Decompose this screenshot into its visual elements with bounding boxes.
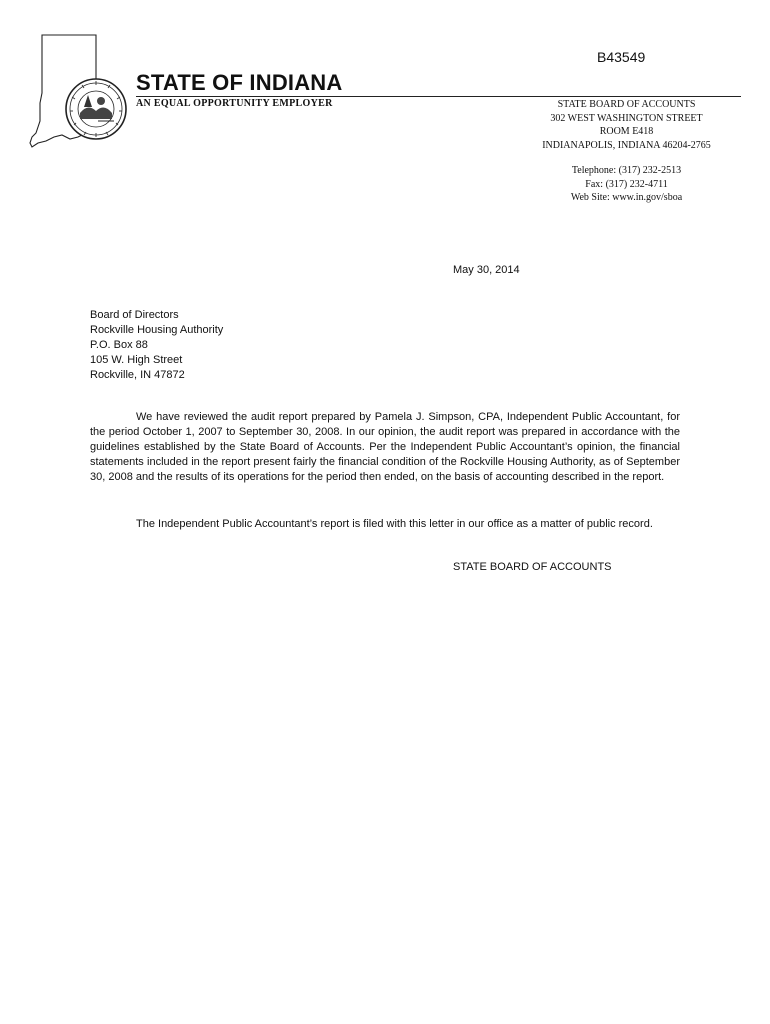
document-id: B43549 [597,49,646,65]
addressee-line: P.O. Box 88 [90,339,148,351]
state-seal-icon [66,79,126,139]
employer-tagline: AN EQUAL OPPORTUNITY EMPLOYER [136,98,333,109]
addressee-line: 105 W. High Street [90,354,183,366]
agency-street: 302 WEST WASHINGTON STREET [550,112,703,124]
header-divider [136,96,741,97]
agency-telephone: Telephone: (317) 232-2513 [571,165,682,176]
agency-name: STATE BOARD OF ACCOUNTS [557,99,696,110]
body-paragraph-1: We have reviewed the audit report prepared by Pamela J. Simpson, CPA, Independent Public Accountant, for the period October 1, 2007 to September 30, 2008. In our opinion, the audit report was prepared in accordance with the guidelines established by the State Board of Accounts. Per the Independent Public Accountant’s opinion, the financial statements included in the report present fairly the financial condition of the Rockville Housing Authority, as of September 30, 2008 and the results of its operations for the period then ended, on the basis of accounting described in the report. [90,411,680,483]
indiana-state-map-seal-logo [28,33,133,151]
agency-website: Web Site: www.in.gov/sboa [570,192,683,203]
signature-block: STATE BOARD OF ACCOUNTS [453,561,612,573]
agency-city: INDIANAPOLIS, INDIANA 46204-2765 [542,139,711,151]
agency-contact-block [520,164,733,205]
state-title: STATE OF INDIANA [136,70,343,95]
agency-address-block [520,98,733,152]
agency-fax: Fax: (317) 232-4711 [585,178,668,190]
addressee-block [90,308,223,383]
body-paragraph-2: The Independent Public Accountant’s report is filed with this letter in our office as a matter of public record. [136,518,653,530]
addressee-line: Board of Directors [90,309,179,321]
letter-date: May 30, 2014 [453,264,520,276]
addressee-line: Rockville, IN 47872 [90,369,185,381]
addressee-line: Rockville Housing Authority [90,324,224,336]
agency-room: ROOM E418 [599,126,654,137]
